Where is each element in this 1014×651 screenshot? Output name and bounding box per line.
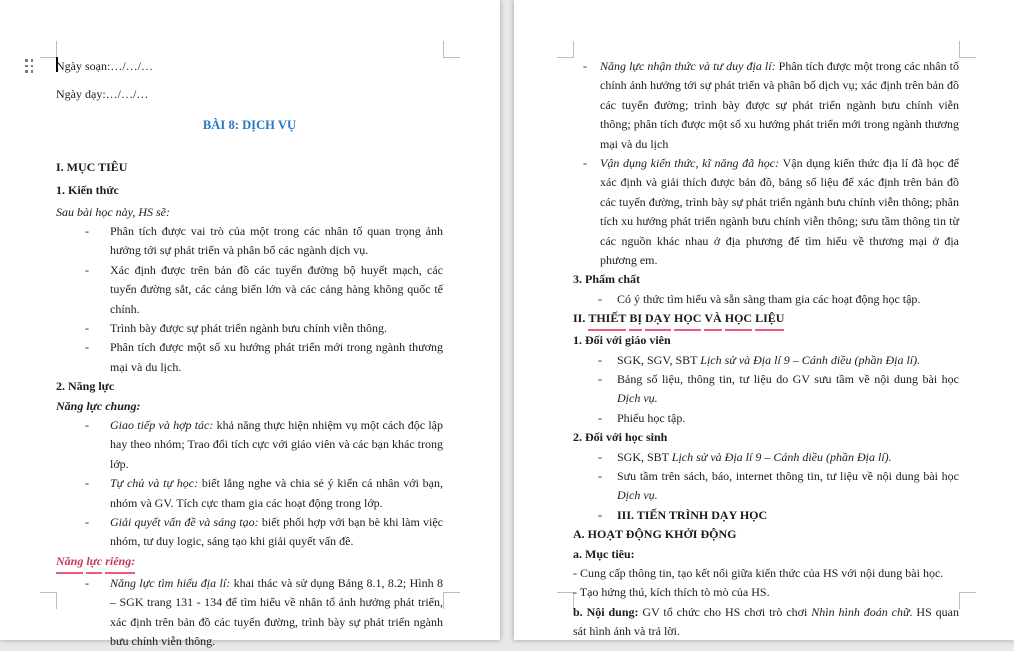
list-item-text: Phiếu học tập. [617,410,686,425]
bullet-dash: - [583,156,587,171]
page-1-text-area[interactable] [56,57,443,651]
muc-tieu-line[interactable]: - Cung cấp thông tin, tạo kết nối giữa kiến thức của HS với nội dung bài học. [573,566,944,581]
heading-nang-luc[interactable]: 2. Năng lực [56,379,115,394]
list-item-text: Vận dụng kiến thức địa lí đã học để xác định và giải thích được bản đồ, bảng số liệu để xác định trên bản đồ các tuyến đường, trình bày sự phát triển ngành bưu chính viễn thông; phân tích xu hướng phát triển ngành bưu chính viễn thông; sưu tầm thông tin từ các nguồn khác nhau ở địa phương để tìm hiểu về thương mại ở địa phương em. [600,156,959,268]
lesson-title[interactable]: BÀI 8: DỊCH VỤ [202,118,297,133]
list-item-text: Bảng số liệu, thông tin, tư liệu do GV sưu tầm về nội dung bài học [617,372,959,386]
list-item-lead: Năng lực tìm hiểu địa lí: [110,575,231,590]
bullet-dash: - [598,352,602,367]
list-item[interactable] [573,370,959,409]
noi-dung-paragraph[interactable] [573,603,959,642]
list-item-text: Phân tích được một số xu hướng phát triển mới trong ngành thương mại và du lịch. [110,340,443,374]
crop-mark-bottom-right-icon [959,592,976,609]
date-line-soan[interactable]: Ngày soạn:…/…/… [56,59,153,73]
noi-dung-text: GV tổ chức cho HS chơi trò chơi [638,604,812,619]
list-item-text: Phân tích được vai trò của một trong các nhân tố quan trọng ảnh hưởng tới sự phát triển và phân bố các ngành dịch vụ. [110,223,443,258]
list-item[interactable] [56,319,443,338]
list-item[interactable] [573,467,959,506]
list-item[interactable] [573,409,959,428]
heading-pham-chat[interactable]: 3. Phẩm chất [573,272,640,287]
list-item-text: Trình bày được sự phát triển ngành bưu chính viễn thông. [110,320,388,335]
list-item[interactable] [573,448,959,467]
bullet-dash: - [85,515,89,530]
bullet-dash: - [85,223,89,238]
list-item-italic: Dịch vụ. [617,488,658,503]
list-item-text: biết phối hợp với bạn bè khi làm việc nhóm, tư duy logic, sáng tạo khi giải quyết vấn đề. [110,515,443,549]
bullet-dash: - [583,59,587,73]
date-line-day[interactable]: Ngày dạy:…/…/… [56,86,149,101]
list-item[interactable] [56,338,443,377]
paragraph-drag-handle-icon[interactable] [25,59,34,74]
list-item-text: biết lắng nghe và chia sẻ ý kiến cá nhân với bạn, nhóm và GV. Tích cực tham gia các hoạt động trong lớp. [110,476,443,510]
list-item-italic: Lịch sử và Địa lí 9 – Cánh diều (phần Địa lí). [671,449,892,464]
crop-mark-top-left-icon [40,41,57,58]
crop-mark-top-right-icon [959,41,976,58]
bullet-dash: - [598,372,602,386]
list-item[interactable] [56,574,443,651]
list-item-lead: Tự chủ và tự học: [110,476,199,491]
list-item-text: khai thác và sử dụng Bảng 8.1, 8.2; Hình 8 – SGK trang 131 - 134 để tìm hiểu về nhân tố ảnh hưởng phát triển, xác định trên bản đồ các tuyến đường, trình bày sự phát triển ngành bưu chính viễn thông. [110,575,444,648]
list-item[interactable] [573,57,959,154]
label-noi-dung: b. Nội dung: [573,604,639,619]
heading-prefix: II. [573,311,589,326]
bullet-dash: - [85,262,89,277]
muc-tieu-line[interactable]: - Tạo hứng thú, kích thích tò mò của HS. [573,585,770,600]
crop-mark-top-left-icon [557,41,574,58]
crop-mark-bottom-right-icon [443,592,460,609]
list-item-lead: Giải quyết vấn đề và sáng tạo: [110,515,259,530]
subheading-nang-luc-rieng[interactable]: Năng lực riêng: [56,552,443,574]
bullet-dash: - [85,320,89,335]
crop-mark-bottom-left-icon [557,592,574,609]
list-item-text: Phân tích được một trong các nhân tố chính ảnh hưởng tới sự phát triển và phân bố dịch vụ; xác định trên bản đồ các tuyến đường; trình bày được sự phát triển ngành bưu chính viễn thông; phân tích được một số xu hướng phát triển mới trong ngành thương mại và du lịch [600,59,959,151]
document-page-1[interactable] [0,0,500,648]
crop-mark-bottom-left-icon [40,592,57,609]
crop-mark-top-right-icon [443,41,460,58]
list-item[interactable] [56,474,443,513]
noi-dung-game-name: Nhìn hình đoán chữ [811,604,910,619]
list-item[interactable] [56,416,443,474]
list-item-italic: Dịch vụ. [617,391,658,406]
list-item[interactable] [56,261,443,319]
page-2-text-area[interactable] [573,57,959,642]
intro-line[interactable]: Sau bài học này, HS sẽ: [56,204,170,219]
list-item-lead: Năng lực nhận thức và tư duy địa lí: [600,59,776,73]
list-item-italic: Lịch sử và Địa lí 9 – Cánh diều (phần Địa lí). [700,352,921,367]
heading-hoc-sinh[interactable]: 2. Đối với học sinh [573,430,668,445]
list-item-text: SGK, SBT [617,449,672,464]
bullet-dash: - [598,410,602,425]
bullet-dash: - [598,507,602,522]
heading-tien-trinh: III. TIẾN TRÌNH DẠY HỌC [617,507,768,522]
bullet-dash: - [85,476,89,491]
list-item-text: SGK, SGV, SBT [617,352,701,367]
bullet-dash: - [598,291,602,306]
heading-hoat-dong-khoi-dong[interactable]: A. HOẠT ĐỘNG KHỞI ĐỘNG [573,527,737,542]
list-item[interactable] [56,222,443,261]
list-item[interactable] [56,513,443,552]
list-item[interactable] [573,154,959,270]
list-item-text: Xác định được trên bản đồ các tuyến đường bộ huyết mạch, các tuyến đường sắt, các cảng biển lớn và các cảng hàng không quốc tế chính. [110,262,443,316]
bullet-dash: - [85,575,89,590]
list-item-text: khả năng thực hiện nhiệm vụ một cách độc lập hay theo nhóm; Trao đổi tích cực với giáo viên và các bạn khác trong lớp. [110,418,443,471]
list-item-text: Sưu tầm trên sách, báo, internet thông tin, tư liệu về nội dung bài học [617,469,959,484]
list-item[interactable] [573,351,959,370]
heading-thiet-bi[interactable] [573,309,959,331]
label-muc-tieu[interactable]: a. Mục tiêu: [573,546,635,561]
bullet-dash: - [598,469,602,484]
subheading-nang-luc-chung[interactable]: Năng lực chung: [56,398,141,413]
document-page-2[interactable] [514,0,1014,640]
heading-muc-tieu[interactable]: I. MỤC TIÊU [56,159,128,174]
heading-underlined-text: THIẾT BỊ DẠY HỌC VÀ HỌC LIỆU [588,311,784,325]
bullet-dash: - [85,340,89,355]
list-item-heading-tien-trinh[interactable] [573,506,959,525]
heading-giao-vien[interactable]: 1. Đối với giáo viên [573,333,671,348]
list-item-lead: Giao tiếp và hợp tác: [110,418,214,432]
bullet-dash: - [85,418,89,432]
noi-dung-text: . HS quan sát hình ảnh và trả lời. [573,604,959,639]
heading-kien-thuc[interactable]: 1. Kiến thức [56,183,119,198]
list-item[interactable] [573,290,959,309]
list-item-lead: Vận dụng kiến thức, kĩ năng đã học: [600,156,780,171]
list-item-text: Có ý thức tìm hiểu và sẵn sàng tham gia các hoạt động học tập. [617,291,921,306]
bullet-dash: - [598,449,602,464]
